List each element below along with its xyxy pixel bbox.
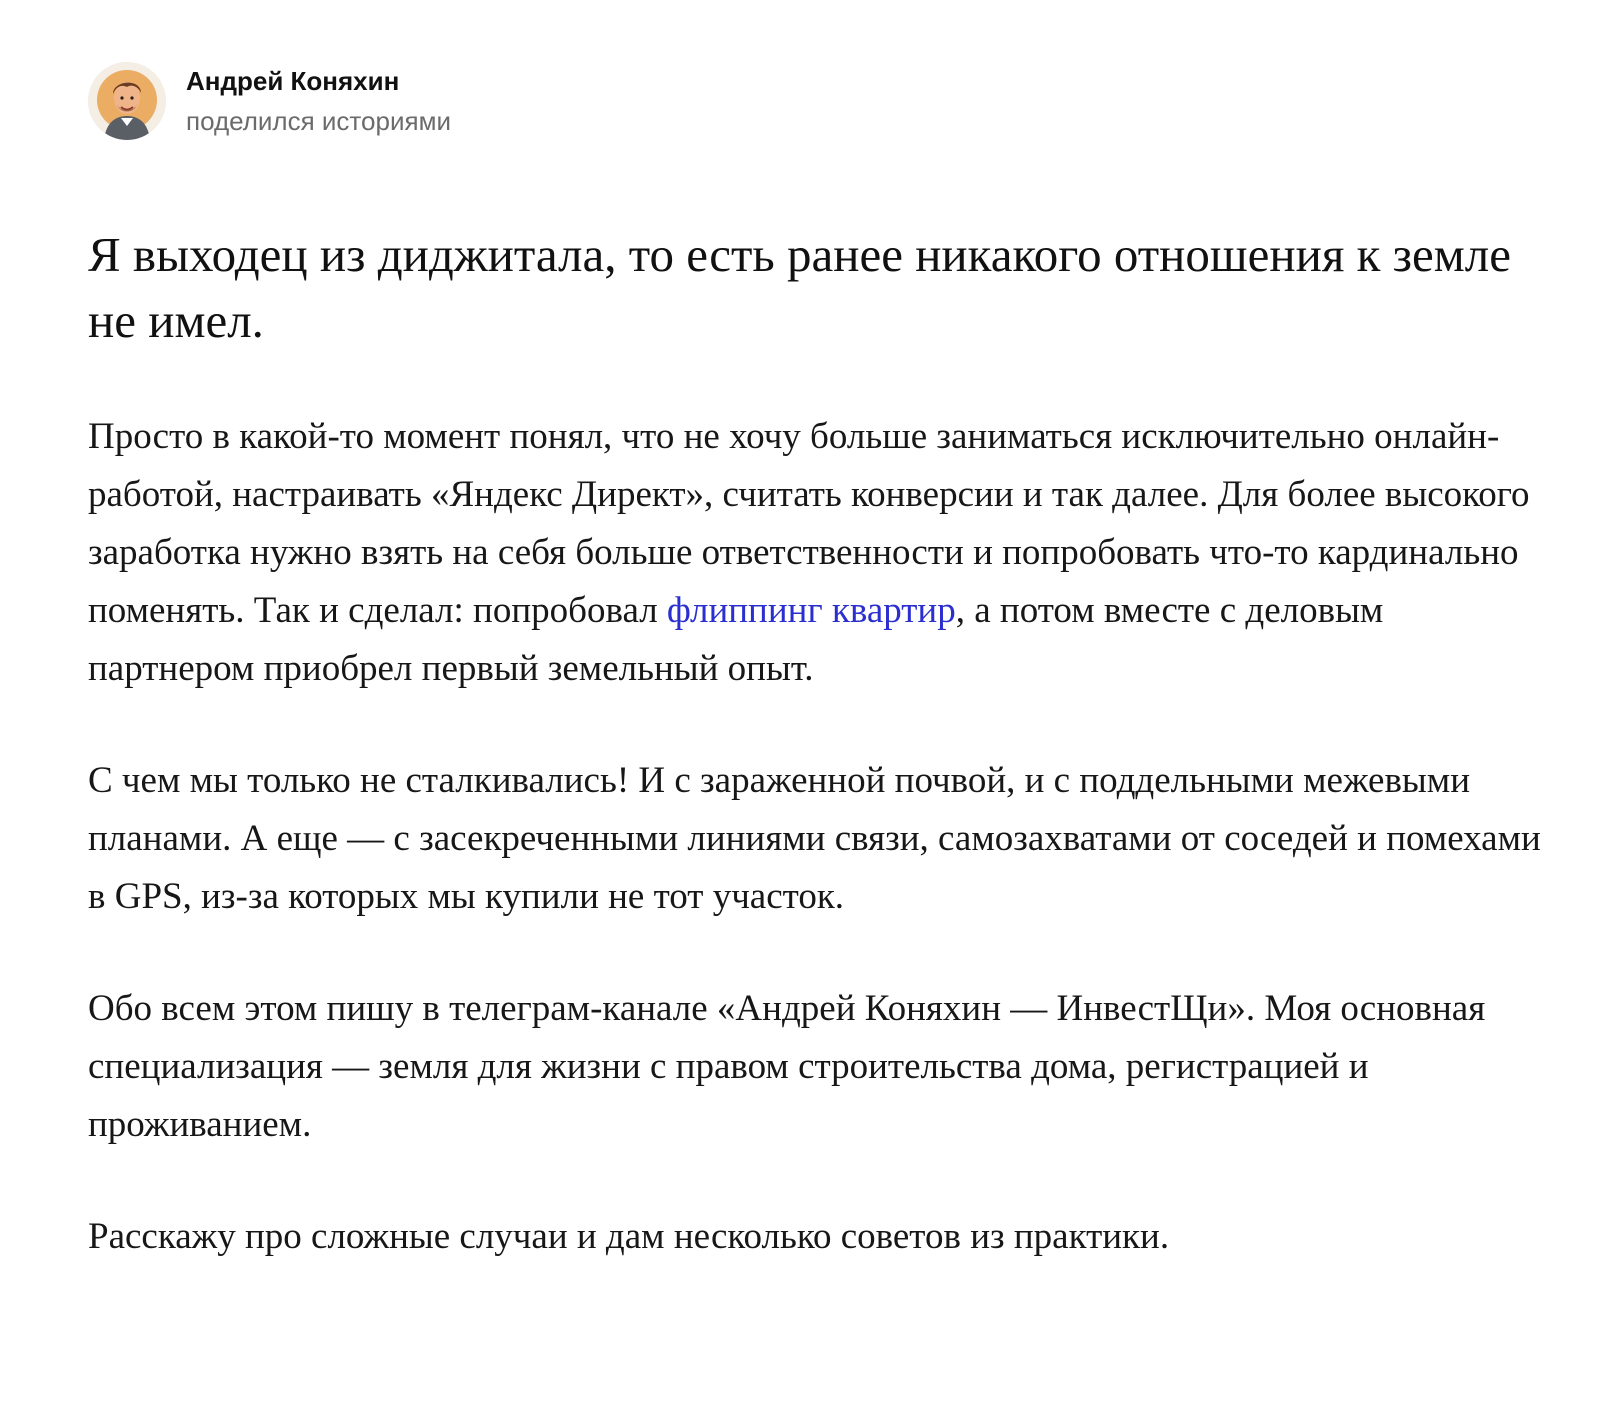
paragraph-1-text-after-link: , а потом вместе с деловым партнером приобрел первый земельный опыт. xyxy=(88,590,1384,689)
paragraph-3: Обо всем этом пишу в телеграм-канале «Андрей Коняхин — ИнвестЩи». Моя основная специализация — земля для жизни с правом строительства дома, регистрацией и проживанием. xyxy=(88,988,1486,1145)
author-block xyxy=(88,62,1548,140)
lead-paragraph: Я выходец из диджитала, то есть ранее никакого отношения к земле не имел. xyxy=(88,227,1511,348)
paragraph-1-text-before-link: Просто в какой-то момент понял, что не хочу больше заниматься исключительно онлайн-работой, настраивать «Яндекс Директ», считать конверсии и так далее. Для более высокого заработка нужно взять на себя больше ответственности и попробовать что-то кардинально поменять. Так и сделал: попробовал xyxy=(88,416,1530,631)
author-name[interactable]: Андрей Коняхин xyxy=(186,66,400,96)
avatar[interactable] xyxy=(88,62,166,140)
paragraph-2: С чем мы только не сталкивались! И с зараженной почвой, и с поддельными межевыми планами. А еще — с засекреченными линиями связи, самозахватами от соседей и помехами в GPS, из-за которых мы купили не тот участок. xyxy=(88,760,1541,917)
paragraph-4: Расскажу про сложные случаи и дам несколько советов из практики. xyxy=(88,1216,1170,1257)
flipping-link[interactable]: флиппинг квартир xyxy=(666,590,956,631)
avatar-illustration xyxy=(88,62,166,140)
author-action: поделился историями xyxy=(186,106,451,136)
author-meta xyxy=(186,66,451,136)
paragraph-1 xyxy=(88,408,1548,698)
article xyxy=(88,62,1548,1320)
